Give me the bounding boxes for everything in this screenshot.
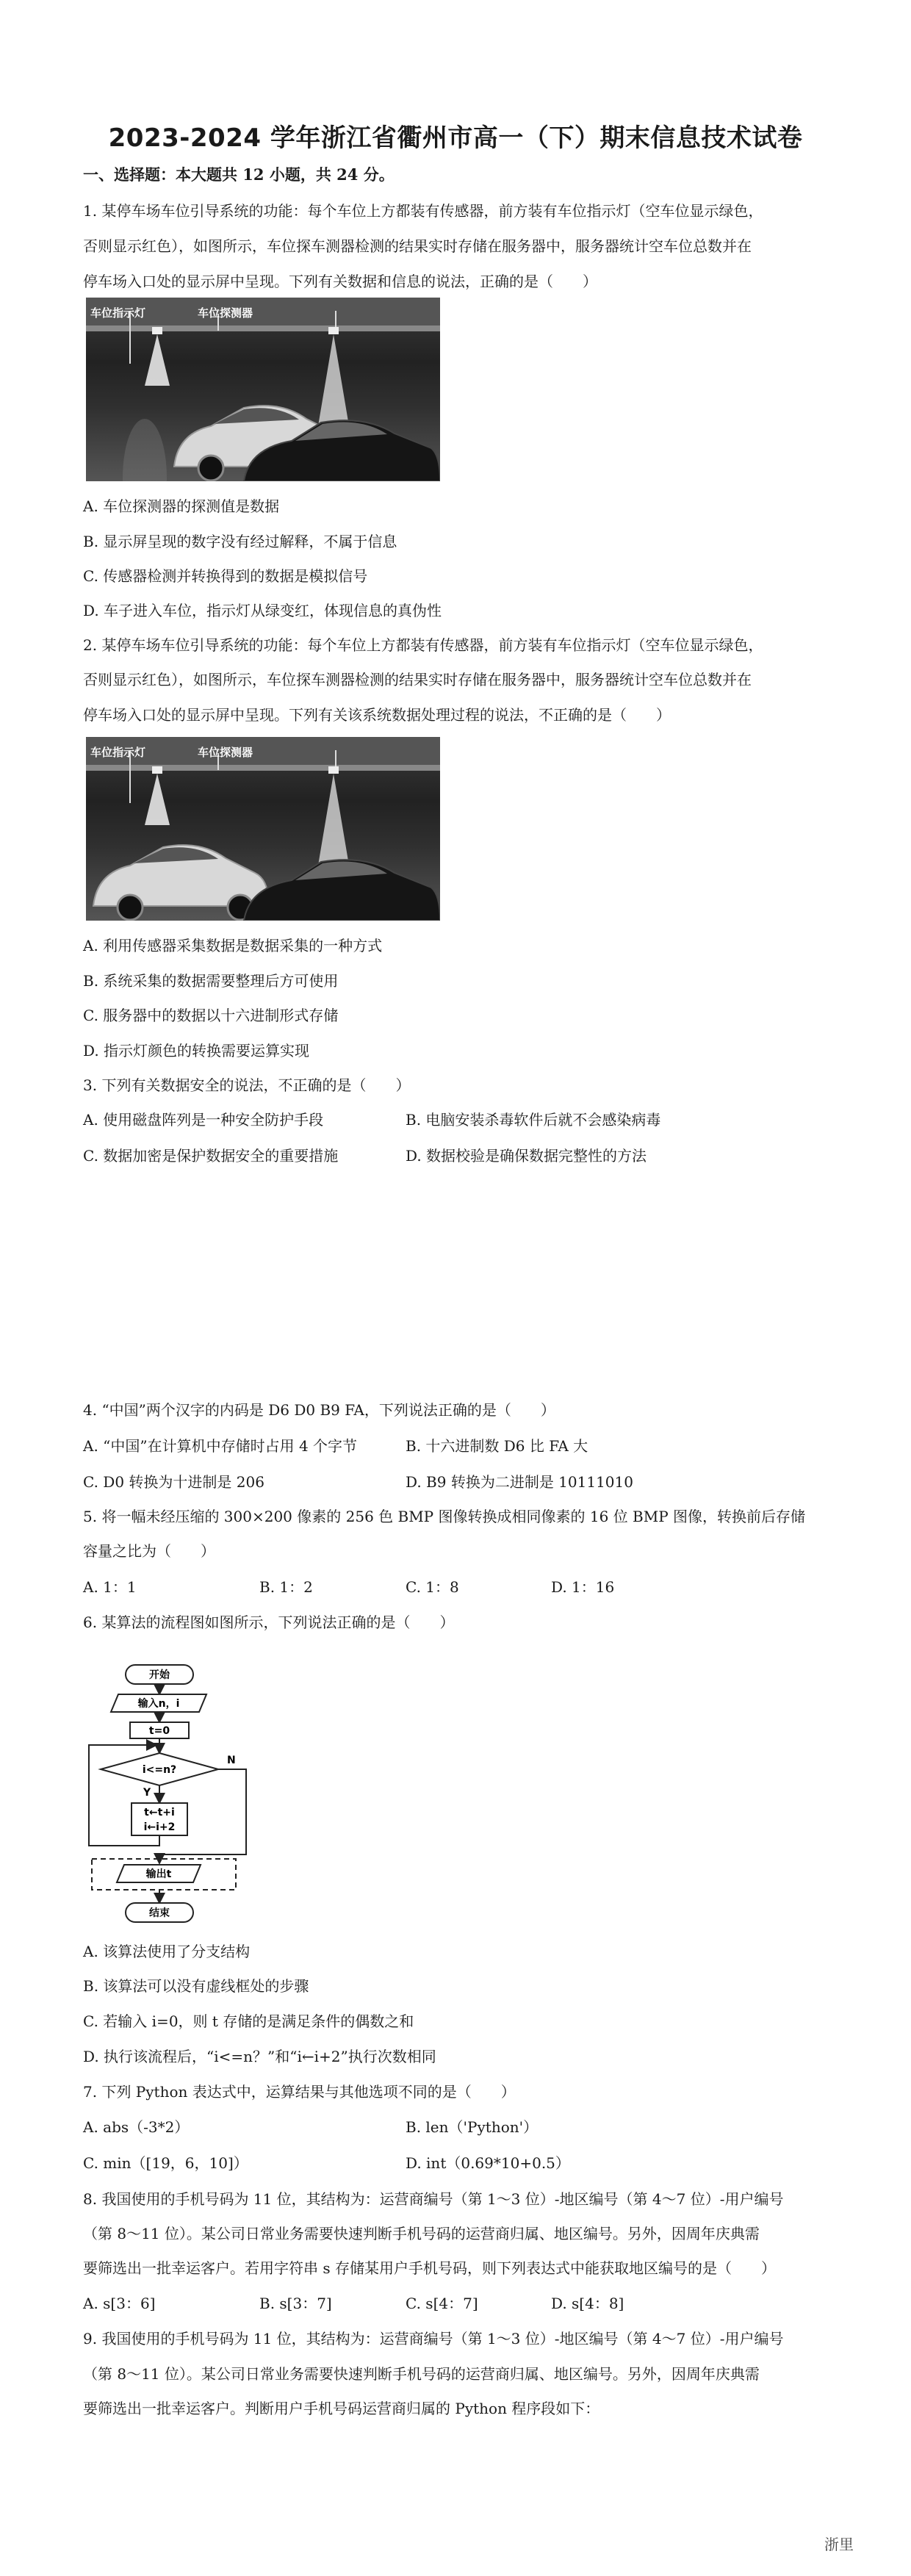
q2-option-b: B. 系统采集的数据需要整理后方可使用: [83, 972, 339, 990]
q9-stem-line: （第 8～11 位）。某公司日常业务需要快速判断手机号码的运营商归属、地区编号。另外，因周年庆典需: [83, 2365, 760, 2383]
q8-stem-line: 要筛选出一批幸运客户。若用字符串 s 存储某用户手机号码，则下列表达式中能获取地区编号的是（ ）: [83, 2259, 776, 2277]
flow-decision-label: i<=n?: [142, 1764, 177, 1776]
q1-parking-photo: [86, 298, 440, 481]
q4-option-a: A. “中国”在计算机中存储时占用 4 个字节: [83, 1437, 358, 1455]
parking-illustration: [86, 298, 440, 481]
detector-label: 车位探测器: [198, 306, 253, 320]
q9-stem-line: 要筛选出一批幸运客户。判断用户手机号码运营商归属的 Python 程序段如下：: [83, 2400, 600, 2417]
q2-stem-line: 停车场入口处的显示屏中呈现。下列有关该系统数据处理过程的说法，不正确的是（ ）: [83, 706, 671, 724]
flow-start-label: 开始: [149, 1669, 170, 1681]
q1-stem-line: 否则显示红色），如图所示，车位探车测器检测的结果实时存储在服务器中，服务器统计空车位总数并在: [83, 237, 752, 255]
q9-stem-line: 9. 我国使用的手机号码为 11 位，其结构为：运营商编号（第 1～3 位）-地区编号（第 4～7 位）-用户编号: [83, 2330, 784, 2347]
indicator-label: 车位指示灯: [90, 306, 146, 320]
q6-option-c: C. 若输入 i=0，则 t 存储的是满足条件的偶数之和: [83, 2012, 414, 2030]
q3-option-c: C. 数据加密是保护数据安全的重要措施: [83, 1147, 339, 1165]
q4-option-d: D. B9 转换为二进制是 10111010: [406, 1473, 633, 1491]
q3-option-a: A. 使用磁盘阵列是一种安全防护手段: [83, 1111, 324, 1129]
q7-option-c: C. min（[19，6，10]）: [83, 2154, 248, 2172]
q6-option-a: A. 该算法使用了分支结构: [83, 1943, 251, 1960]
q2-stem-line: 2. 某停车场车位引导系统的功能：每个车位上方都装有传感器，前方装有车位指示灯（空车位显示绿色，: [83, 636, 763, 654]
flow-yes-label: Y: [143, 1787, 151, 1799]
q1-stem-line: 停车场入口处的显示屏中呈现。下列有关数据和信息的说法，正确的是（ ）: [83, 273, 597, 290]
q2-option-d: D. 指示灯颜色的转换需要运算实现: [83, 1042, 310, 1059]
parking-illustration: [86, 737, 440, 921]
q4-stem: 4. “中国”两个汉字的内码是 D6 D0 B9 FA，下列说法正确的是（ ）: [83, 1401, 555, 1419]
flow-init-label: t=0: [148, 1725, 170, 1737]
flow-input-label: 输入n，i: [137, 1698, 180, 1710]
q3-option-d: D. 数据校验是确保数据完整性的方法: [406, 1147, 647, 1165]
q5-stem-line: 容量之比为（ ）: [83, 1542, 215, 1560]
q1-stem-line: 1. 某停车场车位引导系统的功能：每个车位上方都装有传感器，前方装有车位指示灯（空车位显示绿色，: [83, 202, 763, 220]
flow-body2-label: i←i+2: [143, 1821, 176, 1833]
q2-stem-line: 否则显示红色），如图所示，车位探车测器检测的结果实时存储在服务器中，服务器统计空车位总数并在: [83, 671, 752, 688]
q8-option-b: B. s[3：7]: [259, 2295, 332, 2312]
q1-option-c: C. 传感器检测并转换得到的数据是模拟信号: [83, 567, 368, 585]
q6-option-d: D. 执行该流程后，“i<=n？”和“i←i+2”执行次数相同: [83, 2048, 436, 2065]
q4-option-c: C. D0 转换为十进制是 206: [83, 1473, 264, 1491]
q8-option-c: C. s[4：7]: [406, 2295, 478, 2312]
q7-option-a: A. abs（-3*2）: [83, 2118, 190, 2136]
q2-option-a: A. 利用传感器采集数据是数据采集的一种方式: [83, 937, 383, 954]
exam-title: 2023-2024 学年浙江省衢州市高一（下）期末信息技术试卷: [108, 123, 803, 153]
q8-stem-line: 8. 我国使用的手机号码为 11 位，其结构为：运营商编号（第 1～3 位）-地区编号（第 4～7 位）-用户编号: [83, 2190, 784, 2208]
flow-end-label: 结束: [149, 1907, 170, 1919]
q1-option-b: B. 显示屏呈现的数字没有经过解释，不属于信息: [83, 533, 397, 550]
q7-option-d: D. int（0.69*10+0.5）: [406, 2154, 570, 2172]
q4-option-b: B. 十六进制数 D6 比 FA 大: [406, 1437, 588, 1455]
flow-output-label: 输出t: [145, 1868, 172, 1880]
q6-stem: 6. 某算法的流程图如图所示，下列说法正确的是（ ）: [83, 1613, 455, 1631]
page-footer: 浙里: [824, 2536, 854, 2553]
q1-option-d: D. 车子进入车位，指示灯从绿变红，体现信息的真伪性: [83, 602, 442, 619]
q6-flowchart: [83, 1659, 259, 1934]
flow-no-label: N: [227, 1755, 236, 1766]
indicator-label: 车位指示灯: [90, 746, 146, 759]
q5-option-a: A. 1：1: [83, 1578, 137, 1596]
q5-option-b: B. 1：2: [259, 1578, 313, 1596]
q3-option-b: B. 电脑安装杀毒软件后就不会感染病毒: [406, 1111, 661, 1129]
q7-option-b: B. len（'Python'）: [406, 2118, 539, 2136]
q1-option-a: A. 车位探测器的探测值是数据: [83, 497, 280, 515]
q8-option-a: A. s[3：6]: [83, 2295, 156, 2312]
q5-option-d: D. 1：16: [551, 1578, 615, 1596]
q8-option-d: D. s[4：8]: [551, 2295, 624, 2312]
q2-parking-photo: [86, 737, 440, 921]
q2-option-c: C. 服务器中的数据以十六进制形式存储: [83, 1007, 339, 1024]
q7-stem: 7. 下列 Python 表达式中，运算结果与其他选项不同的是（ ）: [83, 2083, 516, 2101]
section-heading: 一、选择题：本大题共 12 小题，共 24 分。: [83, 165, 395, 184]
detector-label: 车位探测器: [198, 746, 253, 759]
q3-stem: 3. 下列有关数据安全的说法，不正确的是（ ）: [83, 1076, 411, 1094]
flow-body1-label: t←t+i: [144, 1807, 175, 1818]
q6-option-b: B. 该算法可以没有虚线框处的步骤: [83, 1977, 309, 1995]
q5-option-c: C. 1：8: [406, 1578, 459, 1596]
q8-stem-line: （第 8～11 位）。某公司日常业务需要快速判断手机号码的运营商归属、地区编号。另外，因周年庆典需: [83, 2225, 760, 2242]
q5-stem-line: 5. 将一幅未经压缩的 300×200 像素的 256 色 BMP 图像转换成相同像素的 16 位 BMP 图像，转换前后存储: [83, 1508, 806, 1525]
